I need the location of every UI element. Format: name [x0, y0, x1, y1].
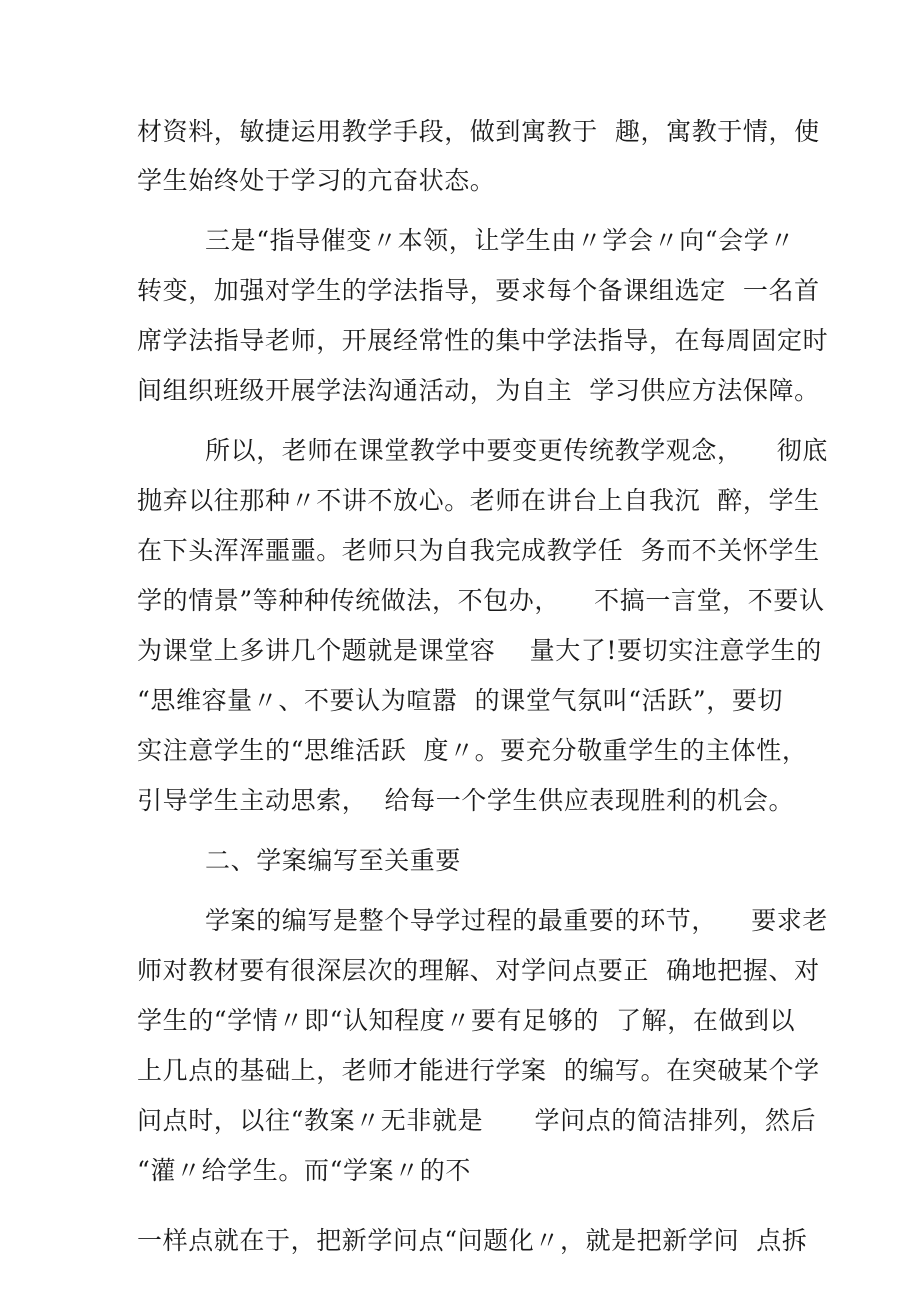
text-line: 上几点的基础上，老师才能进行学案 的编写。在突破某个学 [137, 1056, 820, 1085]
text-line: 一样点就在于，把新学问点“问题化〃，就是把新学问 点拆 [137, 1226, 808, 1255]
text-line: 学生始终处于学习的亢奋状态。 [137, 166, 496, 195]
text-line: 学生的“学情〃即“认知程度〃要有足够的 了解，在做到以 [137, 1006, 796, 1035]
text-line: “思维容量〃、不要认为喧嚣 的课堂气氛叫“活跃”，要切 [137, 686, 784, 715]
text-line: 为课堂上多讲几个题就是课堂容 量大了!要切实注意学生的 [137, 636, 822, 665]
paragraph-start-line: 所以，老师在课堂教学中要变更传统教学观念， 彻底 [205, 436, 828, 465]
text-line: 材资料，敏捷运用教学手段，做到寓教于 趣，寓教于情，使 [137, 117, 820, 146]
text-line: 引导学生主动思索， 给每一个学生供应表现胜利的机会。 [137, 786, 795, 815]
text-line: 在下头浑浑噩噩。老师只为自我完成教学任 务而不关怀学生 [137, 536, 820, 565]
paragraph-start-line: 学案的编写是整个导学过程的最重要的环节， 要求老 [205, 906, 828, 935]
paragraph-start-line: 三是“指导催变〃本领，让学生由〃学会〃向“会学〃 [205, 226, 795, 255]
section-heading: 二、学案编写至关重要 [205, 846, 462, 875]
text-line: “灌〃给学生。而“学案〃的不 [137, 1156, 471, 1185]
text-line: 席学法指导老师，开展经常性的集中学法指导，在每周固定时 [137, 326, 829, 355]
text-line: 转变，加强对学生的学法指导，要求每个备课组选定 一名首 [137, 276, 820, 305]
text-line: 师对教材要有很深层次的理解、对学问点要正 确地把握、对 [137, 956, 820, 985]
text-line: 抛弃以往那种〃不讲不放心。老师在讲台上自我沉 醉，学生 [137, 486, 820, 515]
text-line: 问点时，以往“教案〃无非就是 学问点的简洁排列，然后 [137, 1106, 817, 1135]
text-line: 实注意学生的“思维活跃 度〃。要充分敬重学生的主体性， [137, 736, 808, 765]
text-line: 学的情景”等种种传统做法，不包办， 不搞一言堂，不要认 [137, 586, 825, 615]
text-line: 间组织班级开展学法沟通活动，为自主 学习供应方法保障。 [137, 376, 820, 405]
